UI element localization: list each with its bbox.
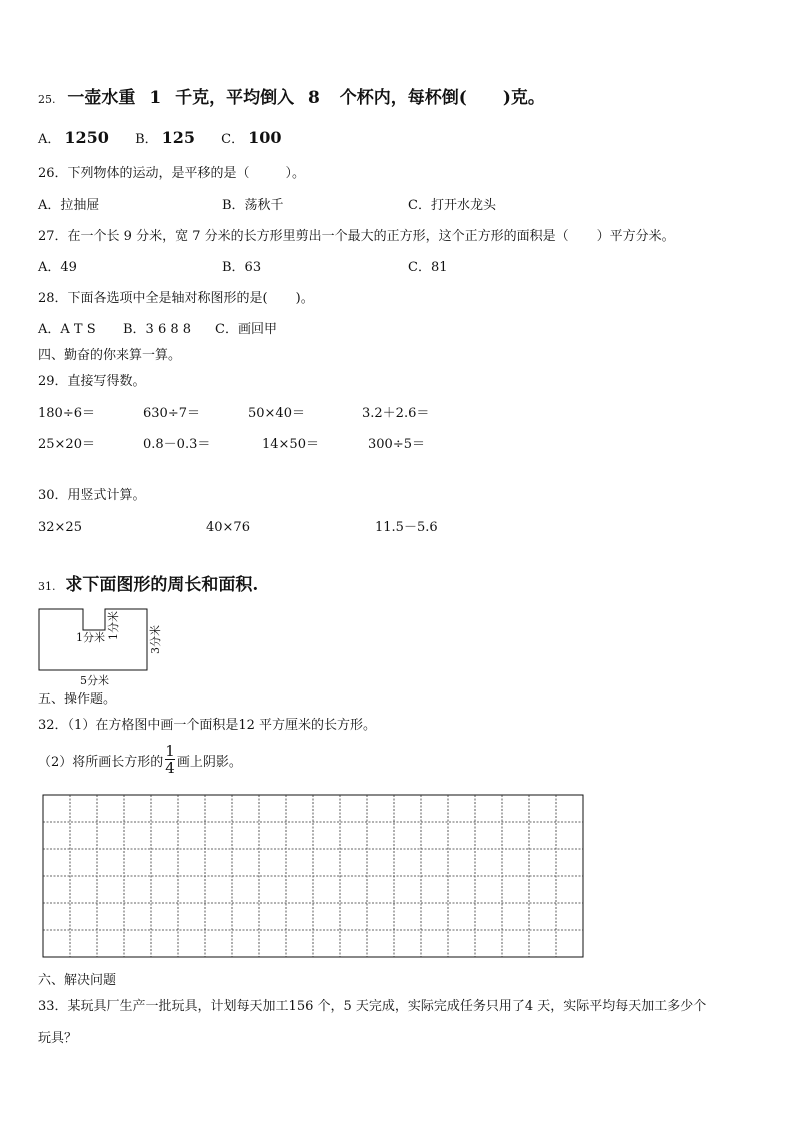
q28-option-b[interactable]: B．3 6 8 8	[123, 322, 192, 337]
question-text: 26．下列物体的运动，是平移的是（	[38, 166, 250, 181]
question-text: 28．下面各选项中全是轴对称图形的是(	[38, 291, 268, 306]
q25-value-2: 8	[308, 88, 320, 108]
question-29: 29．直接写得数。	[38, 374, 146, 389]
question-31	[38, 574, 258, 598]
option-label: C．	[221, 132, 245, 147]
question-33-line1: 33．某玩具厂生产一批玩具，计划每天加工156 个，5 天完成，实际完成任务只用了4 天，实际平均每天加工多少个	[38, 999, 707, 1014]
question-33-line2: 玩具？	[38, 1031, 78, 1046]
question-30: 30．用竖式计算。	[38, 488, 146, 503]
q25-value-1: 1	[149, 88, 162, 108]
question-27	[38, 229, 675, 245]
question-number: 25.	[38, 93, 56, 106]
q28-option-a[interactable]: A．A T S	[38, 322, 96, 337]
option-b[interactable]	[135, 128, 196, 147]
q28-option-c[interactable]: C．画回甲	[215, 322, 277, 337]
grid-lines	[43, 795, 583, 957]
section-4-heading: 四、勤奋的你来算一算。	[38, 348, 182, 363]
q29-item: 0.8－0.3＝	[143, 437, 211, 452]
q31-figure	[30, 604, 170, 688]
q29-item: 300÷5＝	[368, 437, 425, 452]
q30-item: 11.5－5.6	[375, 520, 438, 535]
option-label: A．	[38, 132, 61, 147]
question-number: 31.	[38, 580, 56, 593]
q26-option-b[interactable]: B．荡秋千	[222, 198, 284, 213]
part2-text-end: 画上阴影。	[176, 755, 242, 770]
q30-item: 32×25	[38, 520, 82, 535]
q25-options	[38, 130, 282, 148]
option-value: 1250	[64, 128, 109, 147]
q25-text-c: 个杯内，每杯倒(	[339, 88, 467, 108]
q27-option-a[interactable]: A．49	[38, 260, 77, 275]
fraction-denominator: 4	[165, 759, 175, 777]
q25-text-b: 千克，平均倒入	[175, 88, 295, 108]
option-c[interactable]	[221, 128, 282, 147]
part2-text: （2）将所画长方形的	[38, 755, 164, 770]
option-a[interactable]	[38, 128, 109, 147]
label-notch-depth: 1分米	[107, 611, 120, 640]
question-text-end: )。	[295, 291, 314, 306]
q25-text-a: 一壶水重	[67, 88, 136, 108]
q30-item: 40×76	[206, 520, 250, 535]
q29-item: 3.2＋2.6＝	[362, 406, 430, 421]
question-text: 27．在一个长 9 分米，宽 7 分米的长方形里剪出一个最大的正方形，这个正方形的面积是（	[38, 229, 569, 244]
q29-item: 630÷7＝	[143, 406, 200, 421]
q26-option-c[interactable]: C．打开水龙头	[408, 198, 496, 213]
q29-item: 50×40＝	[248, 406, 305, 421]
option-label: B．	[135, 132, 158, 147]
question-text-end: ）。	[285, 166, 306, 181]
label-base: 5分米	[80, 674, 109, 687]
label-notch-width: 1分米	[76, 631, 105, 644]
option-value: 125	[161, 128, 196, 147]
q25-text-d: )克。	[502, 88, 545, 108]
q29-item: 180÷6＝	[38, 406, 95, 421]
section-5-heading: 五、操作题。	[38, 692, 117, 707]
section-6-heading: 六、解决问题	[38, 973, 117, 988]
q27-option-c[interactable]: C．81	[408, 260, 448, 275]
q27-option-b[interactable]: B．63	[222, 260, 262, 275]
question-32-part1: 32．（1）在方格图中画一个面积是12 平方厘米的长方形。	[38, 718, 376, 733]
fraction-numerator: 1	[165, 742, 175, 760]
question-text-end: ）平方分米。	[596, 229, 675, 244]
label-height: 3分米	[149, 625, 162, 654]
fraction-one-quarter	[165, 743, 175, 776]
question-26	[38, 166, 305, 182]
q29-item: 25×20＝	[38, 437, 95, 452]
question-28	[38, 291, 314, 307]
question-text: 求下面图形的周长和面积.	[65, 575, 259, 595]
q29-item: 14×50＝	[262, 437, 319, 452]
square-grid[interactable]	[42, 794, 585, 958]
option-value: 100	[248, 128, 282, 147]
question-32-part2	[38, 742, 242, 779]
q26-option-a[interactable]: A．拉抽屉	[38, 198, 100, 213]
question-25	[38, 87, 545, 111]
